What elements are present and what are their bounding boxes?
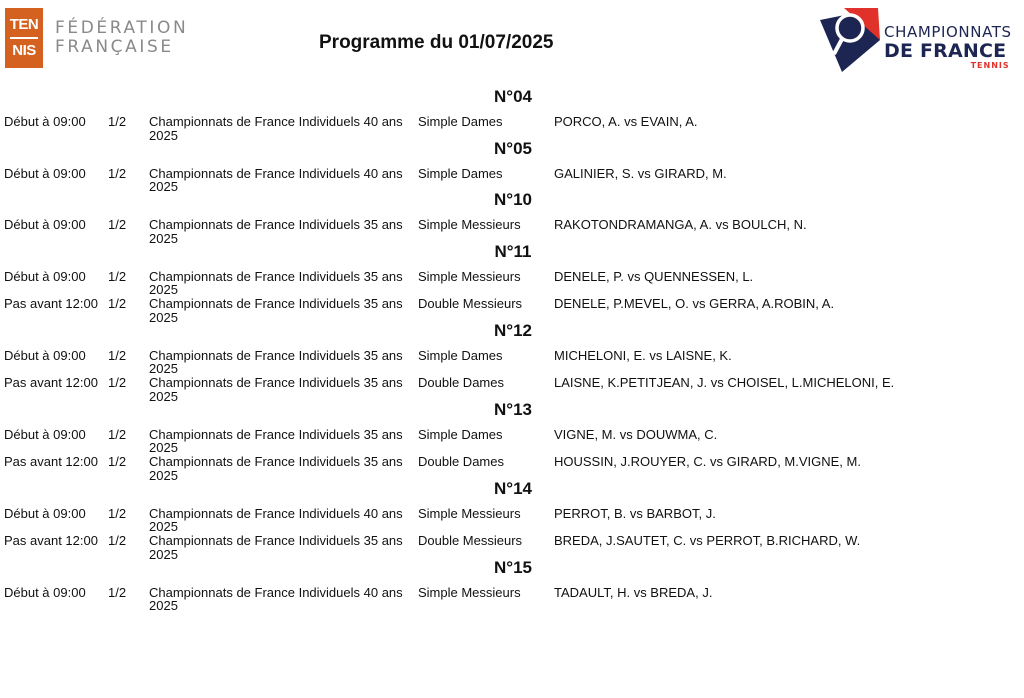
racket-emblem-icon [820, 6, 882, 76]
tennis-logo-box [5, 8, 43, 68]
match-players: DENELE, P. vs QUENNESSEN, L. [554, 268, 754, 284]
match-row [0, 422, 1024, 455]
match-event: Championnats de France Individuels 35 ans 2025 [149, 454, 403, 483]
match-category: Double Messieurs [418, 533, 523, 548]
court-heading: N°12 [494, 320, 532, 340]
match-row [0, 343, 1024, 376]
championnats-text [884, 24, 1012, 71]
court-heading: N°14 [494, 478, 532, 498]
match-event: Championnats de France Individuels 35 ans 2025 [149, 533, 403, 562]
match-players: LAISNE, K.PETITJEAN, J. vs CHOISEL, L.MICHELONI, E. [554, 375, 895, 390]
match-players: MICHELONI, E. vs LAISNE, K. [554, 347, 732, 363]
match-event: Championnats de France Individuels 35 ans 2025 [149, 268, 403, 297]
match-time: Début à 09:00 [4, 114, 86, 129]
match-round: 1/2 [108, 505, 127, 521]
court-heading: N°13 [494, 399, 532, 419]
logo-top-text: TEN [9, 16, 39, 33]
match-round: 1/2 [108, 268, 127, 284]
match-event: Championnats de France Individuels 35 ans 2025 [149, 375, 403, 404]
match-time: Pas avant 12:00 [4, 533, 98, 548]
match-players: PERROT, B. vs BARBOT, J. [554, 505, 716, 521]
match-event: Championnats de France Individuels 40 ans 2025 [149, 114, 403, 143]
match-round: 1/2 [108, 296, 127, 311]
match-event: Championnats de France Individuels 40 ans 2025 [149, 584, 403, 613]
match-time: Pas avant 12:00 [4, 375, 98, 390]
match-category: Simple Messieurs [418, 217, 521, 232]
match-players: PORCO, A. vs EVAIN, A. [554, 114, 698, 129]
federation-line1: FÉDÉRATION [55, 18, 189, 38]
cdf-line1: CHAMPIONNATS [884, 23, 1012, 41]
match-round: 1/2 [108, 347, 127, 363]
match-players: BREDA, J.SAUTET, C. vs PERROT, B.RICHARD, W. [554, 533, 861, 548]
match-event: Championnats de France Individuels 35 ans 2025 [149, 217, 403, 246]
match-row [0, 449, 1024, 483]
match-row [0, 161, 1024, 194]
match-category: Simple Messieurs [418, 505, 521, 521]
match-round: 1/2 [108, 375, 127, 390]
match-players: TADAULT, H. vs BREDA, J. [554, 584, 713, 600]
federation-name [55, 19, 188, 57]
court-heading: N°10 [494, 190, 532, 209]
match-category: Simple Dames [418, 165, 503, 181]
match-round: 1/2 [108, 165, 127, 181]
match-event: Championnats de France Individuels 35 ans 2025 [149, 426, 403, 455]
match-players: VIGNE, M. vs DOUWMA, C. [554, 426, 718, 442]
match-row [0, 264, 1024, 297]
match-row [0, 109, 1024, 143]
logo-bottom-text: NIS [12, 42, 36, 59]
match-round: 1/2 [108, 533, 127, 548]
match-round: 1/2 [108, 114, 127, 129]
match-time: Début à 09:00 [4, 584, 86, 600]
match-category: Double Dames [418, 454, 504, 469]
match-round: 1/2 [108, 217, 127, 232]
match-time: Pas avant 12:00 [4, 454, 98, 469]
match-row [0, 580, 1024, 613]
match-players: HOUSSIN, J.ROUYER, C. vs GIRARD, M.VIGNE, M. [554, 454, 861, 469]
logo-divider [10, 37, 38, 39]
match-category: Simple Messieurs [418, 268, 521, 284]
match-time: Début à 09:00 [4, 347, 86, 363]
match-row [0, 370, 1024, 404]
match-category: Simple Messieurs [418, 584, 521, 600]
court-heading: N°04 [494, 87, 532, 106]
page-header [0, 0, 1024, 80]
match-time: Début à 09:00 [4, 426, 86, 442]
court-heading: N°15 [494, 557, 532, 577]
match-players: GALINIER, S. vs GIRARD, M. [554, 165, 727, 181]
championnats-logo [820, 6, 1022, 76]
match-players: RAKOTONDRAMANGA, A. vs BOULCH, N. [554, 217, 807, 232]
federation-line2: FRANÇAISE [55, 37, 174, 57]
match-row [0, 291, 1024, 325]
match-time: Début à 09:00 [4, 165, 86, 181]
cdf-line2: DE FRANCE [884, 40, 1007, 62]
match-round: 1/2 [108, 426, 127, 442]
match-row [0, 501, 1024, 534]
match-row [0, 212, 1024, 246]
match-category: Double Dames [418, 375, 504, 390]
match-time: Début à 09:00 [4, 268, 86, 284]
match-time: Début à 09:00 [4, 505, 86, 521]
match-event: Championnats de France Individuels 40 ans 2025 [149, 165, 403, 194]
match-round: 1/2 [108, 584, 127, 600]
fft-logo [5, 8, 188, 68]
match-category: Double Messieurs [418, 296, 523, 311]
match-event: Championnats de France Individuels 35 ans 2025 [149, 347, 403, 376]
match-category: Simple Dames [418, 426, 503, 442]
match-players: DENELE, P.MEVEL, O. vs GERRA, A.ROBIN, A. [554, 296, 835, 311]
match-category: Simple Dames [418, 347, 503, 363]
page-title: Programme du 01/07/2025 [319, 32, 554, 53]
match-time: Pas avant 12:00 [4, 296, 98, 311]
match-event: Championnats de France Individuels 40 ans 2025 [149, 505, 403, 534]
match-category: Simple Dames [418, 114, 503, 129]
programme-list [0, 85, 1024, 613]
court-heading: N°05 [494, 138, 532, 158]
match-event: Championnats de France Individuels 35 ans 2025 [149, 296, 403, 325]
court-heading: N°11 [494, 241, 532, 261]
cdf-line3: TENNIS [970, 61, 1010, 70]
match-round: 1/2 [108, 454, 127, 469]
match-time: Début à 09:00 [4, 217, 86, 232]
match-row [0, 528, 1024, 562]
